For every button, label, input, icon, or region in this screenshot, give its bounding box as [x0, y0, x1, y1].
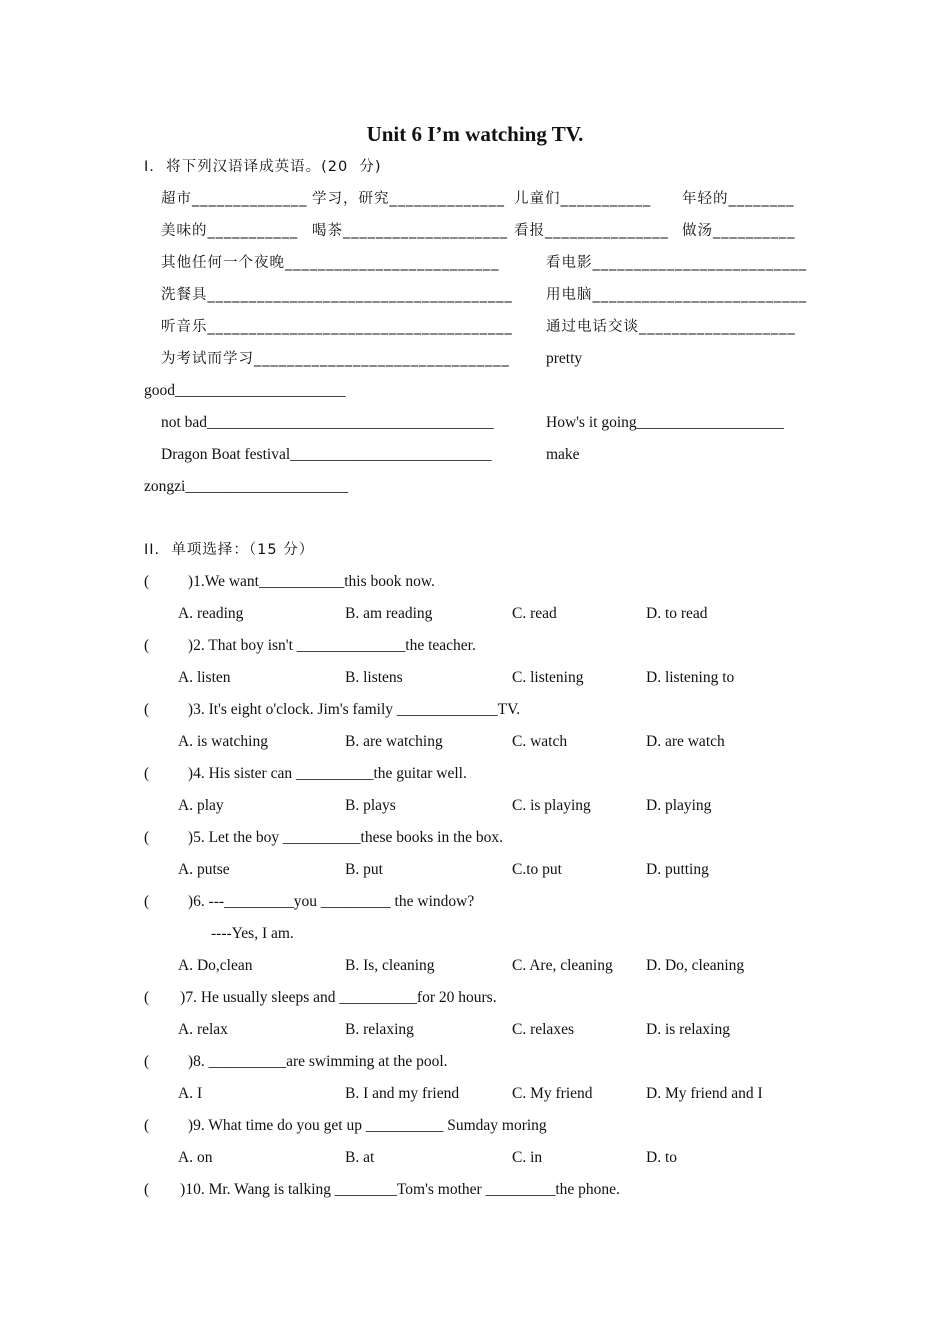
question-1-option-c: C. read — [512, 605, 557, 622]
question-4-option-b: B. plays — [345, 797, 396, 814]
question-6-option-a: A. Do,clean — [178, 957, 253, 974]
vocab-pretty: pretty — [546, 350, 583, 367]
question-3-option-d: D. are watch — [646, 733, 725, 750]
vocab-dragon-boat: Dragon Boat festival__________________________ — [161, 446, 492, 463]
vocab-make-soup: 做汤__________ — [682, 223, 796, 239]
vocab-good: good______________________ — [144, 382, 346, 399]
question-5-option-a: A. putse — [178, 861, 230, 878]
question-4-stem: ( )4. His sister can __________the guitar well. — [144, 765, 467, 782]
question-6-option-d: D. Do, cleaning — [646, 957, 745, 974]
question-8-stem: ( )8. __________are swimming at the pool. — [144, 1053, 448, 1070]
question-3-option-b: B. are watching — [345, 733, 443, 750]
question-9-option-c: C. in — [512, 1149, 543, 1166]
question-9-option-b: B. at — [345, 1149, 375, 1166]
vocab-supermarket: 超市______________ — [161, 191, 308, 207]
vocab-talk-phone: 通过电话交谈___________________ — [546, 319, 796, 335]
question-6-option-b: B. Is, cleaning — [345, 957, 435, 974]
question-2-option-c: C. listening — [512, 669, 584, 686]
question-4-option-d: D. playing — [646, 797, 712, 814]
question-5-stem: ( )5. Let the boy __________these books in the box. — [144, 829, 504, 846]
question-2-stem: ( )2. That boy isn't ______________the teacher. — [144, 637, 476, 654]
vocab-children: 儿童们___________ — [514, 191, 652, 207]
question-8-option-b: B. I and my friend — [345, 1085, 460, 1102]
part1-heading: I. 将下列汉语译成英语。(20 分) — [144, 159, 382, 175]
vocab-drink-tea: 喝茶____________________ — [312, 223, 508, 239]
question-1-option-a: A. reading — [178, 605, 244, 622]
question-5-option-d: D. putting — [646, 861, 709, 878]
question-2-option-d: D. listening to — [646, 669, 735, 686]
question-1-option-d: D. to read — [646, 605, 708, 622]
question-1-option-b: B. am reading — [345, 605, 433, 622]
vocab-listen-music: 听音乐_____________________________________ — [161, 319, 513, 335]
vocab-read-newspaper: 看报_______________ — [514, 223, 669, 239]
question-8-option-d: D. My friend and I — [646, 1085, 763, 1102]
vocab-watch-movie: 看电影__________________________ — [546, 255, 807, 271]
question-5-option-c: C.to put — [512, 861, 562, 878]
vocab-any-other-night: 其他任何一个夜晚__________________________ — [161, 255, 500, 271]
question-8-option-a: A. I — [178, 1085, 203, 1102]
page-title: Unit 6 I’m watching TV. — [366, 122, 584, 146]
vocab-zongzi: zongzi_____________________ — [144, 478, 349, 495]
question-10-stem: ( )10. Mr. Wang is talking ________Tom's mother _________the phone. — [144, 1181, 620, 1198]
question-7-option-c: C. relaxes — [512, 1021, 574, 1038]
part2-heading: II. 单项选择：（15 分） — [144, 542, 315, 558]
question-3-stem: ( )3. It's eight o'clock. Jim's family _____________TV. — [144, 701, 521, 718]
question-7-stem: ( )7. He usually sleeps and __________for 20 hours. — [144, 989, 497, 1006]
vocab-study: 学习，研究______________ — [312, 191, 505, 207]
vocab-hows-it-going: How's it going___________________ — [546, 414, 784, 431]
question-5-option-b: B. put — [345, 861, 383, 878]
vocab-make: make — [546, 446, 580, 463]
question-2-option-b: B. listens — [345, 669, 403, 686]
question-6-stem: ( )6. ---_________you _________ the window? — [144, 893, 475, 910]
question-4-option-c: C. is playing — [512, 797, 591, 814]
question-6-response: ----Yes, I am. — [211, 925, 294, 942]
question-4-option-a: A. play — [178, 797, 224, 814]
question-6-option-c: C. Are, cleaning — [512, 957, 613, 974]
question-9-option-d: D. to — [646, 1149, 677, 1166]
vocab-wash-dishes: 洗餐具_____________________________________ — [161, 287, 513, 303]
question-2-option-a: A. listen — [178, 669, 231, 686]
vocab-not-bad: not bad_____________________________________ — [161, 414, 494, 431]
question-3-option-c: C. watch — [512, 733, 568, 750]
question-1-stem: ( )1.We want___________this book now. — [144, 573, 435, 590]
question-8-option-c: C. My friend — [512, 1085, 593, 1102]
question-7-option-a: A. relax — [178, 1021, 228, 1038]
vocab-young: 年轻的________ — [682, 191, 795, 207]
question-7-option-d: D. is relaxing — [646, 1021, 730, 1038]
question-9-stem: ( )9. What time do you get up __________ Sumday moring — [144, 1117, 547, 1134]
vocab-use-computer: 用电脑__________________________ — [546, 287, 807, 303]
question-3-option-a: A. is watching — [178, 733, 268, 750]
question-7-option-b: B. relaxing — [345, 1021, 414, 1038]
question-9-option-a: A. on — [178, 1149, 213, 1166]
vocab-study-exam: 为考试而学习_______________________________ — [161, 351, 510, 367]
vocab-delicious: 美味的___________ — [161, 223, 299, 239]
